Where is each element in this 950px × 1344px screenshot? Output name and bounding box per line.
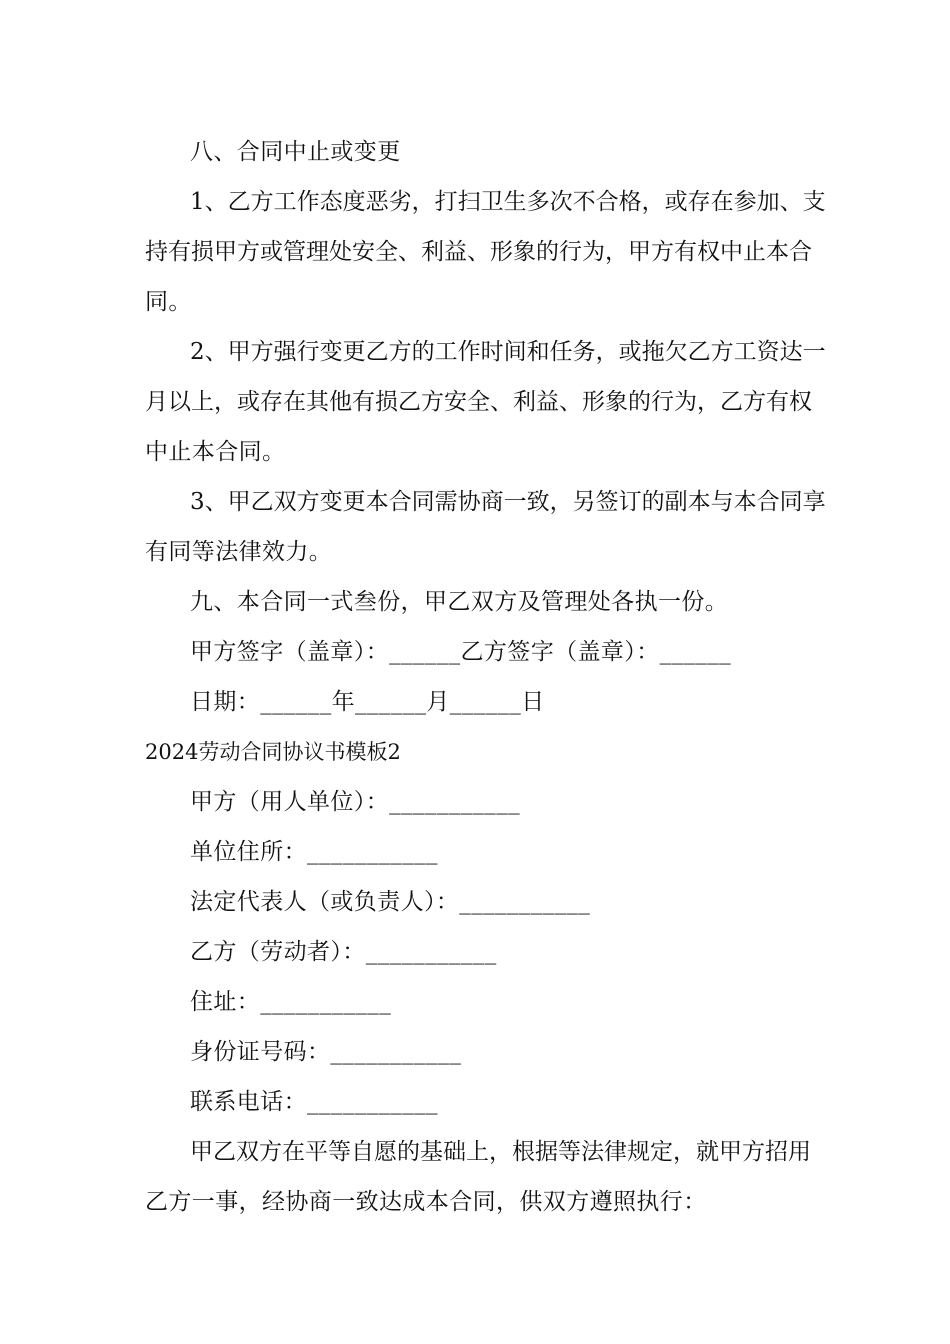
clause-1-line-3: 同。 <box>145 289 192 315</box>
clause-2-line-1: 2、甲方强行变更乙方的工作时间和任务，或拖欠乙方工资达一 <box>190 339 826 365</box>
party-a-field: 甲方（用人单位）：___________ <box>190 789 520 815</box>
signature-line: 甲方签字（盖章）：______乙方签字（盖章）：______ <box>190 639 731 665</box>
phone-field: 联系电话：___________ <box>190 1089 438 1115</box>
section-8-title: 八、合同中止或变更 <box>190 139 401 165</box>
clause-1-line-2: 持有损甲方或管理处安全、利益、形象的行为，甲方有权中止本合 <box>145 239 812 265</box>
section-9: 九、本合同一式叁份，甲乙双方及管理处各执一份。 <box>190 589 729 615</box>
id-number-field: 身份证号码：___________ <box>190 1039 462 1065</box>
clause-2-line-3: 中止本合同。 <box>145 439 286 465</box>
clause-3-line-2: 有同等法律效力。 <box>145 539 333 565</box>
template-2-title: 2024劳动合同协议书模板2 <box>145 740 401 764</box>
intro-line-2: 乙方一事，经协商一致达成本合同，供双方遵照执行： <box>145 1189 707 1215</box>
party-b-field: 乙方（劳动者）：___________ <box>190 939 497 965</box>
date-line: 日期：______年______月______日 <box>190 689 545 715</box>
company-address-field: 单位住所：___________ <box>190 839 438 865</box>
legal-representative-field: 法定代表人（或负责人）：___________ <box>190 889 591 915</box>
address-field: 住址：___________ <box>190 989 392 1015</box>
clause-2-line-2: 月以上，或存在其他有损乙方安全、利益、形象的行为，乙方有权 <box>145 389 812 415</box>
intro-line-1: 甲乙双方在平等自愿的基础上，根据等法律规定，就甲方招用 <box>190 1139 811 1165</box>
clause-3-line-1: 3、甲乙双方变更本合同需协商一致，另签订的副本与本合同享 <box>190 489 826 515</box>
clause-1-line-1: 1、乙方工作态度恶劣，打扫卫生多次不合格，或存在参加、支 <box>190 189 826 215</box>
